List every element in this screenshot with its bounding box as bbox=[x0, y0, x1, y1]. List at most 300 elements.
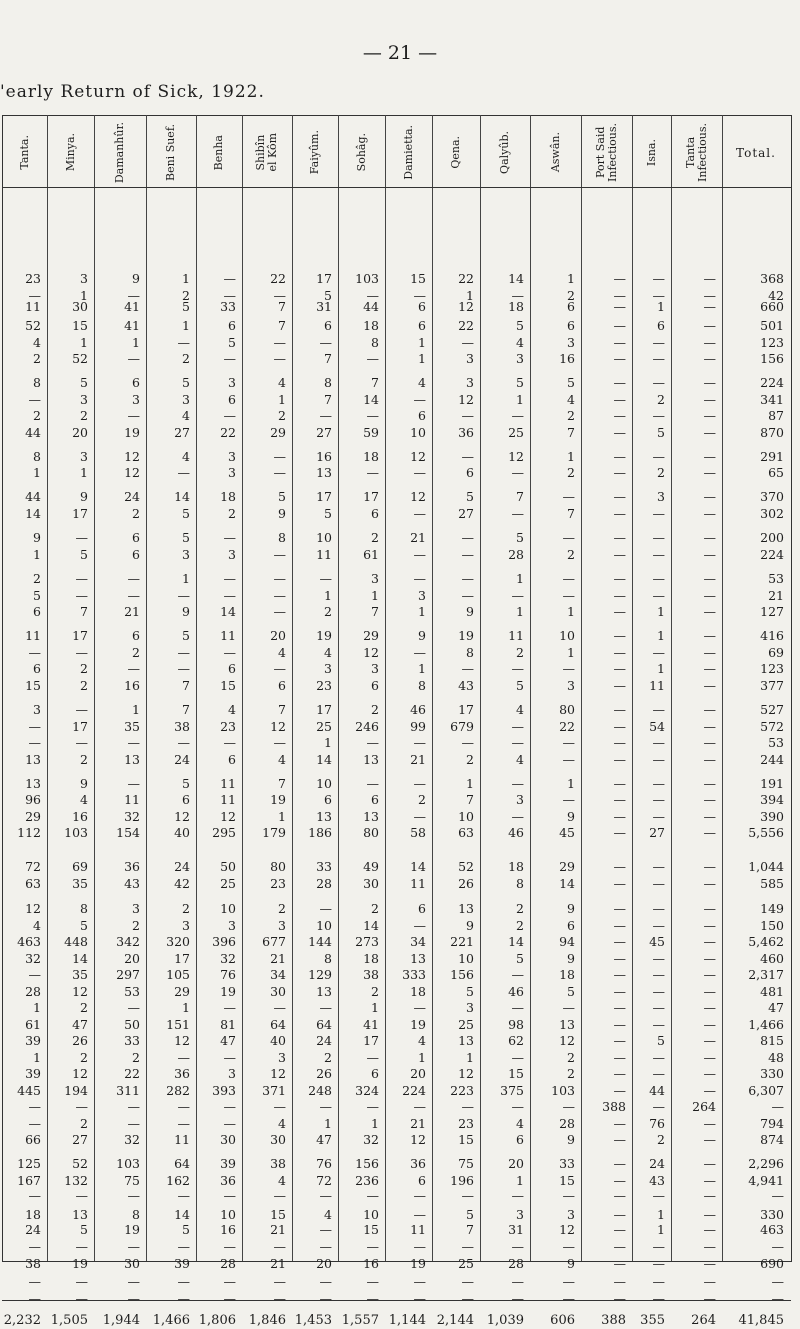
table-cell: — bbox=[703, 408, 716, 423]
table-cell: 20 bbox=[316, 1256, 332, 1271]
table-cell: 96 bbox=[25, 792, 41, 807]
table-cell: — bbox=[273, 449, 286, 464]
table-row bbox=[0, 409, 800, 423]
table-cell: — bbox=[703, 288, 716, 303]
table-cell: — bbox=[461, 547, 474, 562]
table-cell: 2 bbox=[516, 901, 524, 916]
total-cell: 1,505 bbox=[50, 1313, 88, 1328]
table-cell: 10 bbox=[458, 809, 474, 824]
table-cell: — bbox=[652, 967, 665, 982]
table-row bbox=[0, 1034, 800, 1048]
table-cell: 3 bbox=[278, 918, 286, 933]
table-cell: 342 bbox=[116, 934, 140, 949]
table-cell: 22 bbox=[124, 1066, 140, 1081]
table-cell: 5 bbox=[466, 984, 474, 999]
table-cell: 33 bbox=[316, 859, 332, 874]
table-cell: 33 bbox=[559, 1156, 575, 1171]
table-cell: 9 bbox=[418, 628, 426, 643]
table-cell: 2 bbox=[278, 901, 286, 916]
table-row bbox=[0, 336, 800, 350]
table-cell: — bbox=[703, 1274, 716, 1289]
table-cell: 28 bbox=[220, 1256, 236, 1271]
table-cell: — bbox=[652, 792, 665, 807]
table-cell: — bbox=[562, 752, 575, 767]
table-cell: 6 bbox=[228, 661, 236, 676]
table-cell: 5 bbox=[182, 506, 190, 521]
table-cell: — bbox=[366, 465, 379, 480]
table-cell: 103 bbox=[64, 825, 88, 840]
table-cell: 19 bbox=[220, 984, 236, 999]
table-cell: — bbox=[273, 735, 286, 750]
table-cell: 41 bbox=[124, 318, 140, 333]
table-cell: — bbox=[703, 735, 716, 750]
table-cell: 52 bbox=[72, 1156, 88, 1171]
table-cell: 1 bbox=[182, 318, 190, 333]
total-cell: 1,039 bbox=[486, 1313, 524, 1328]
table-cell: — bbox=[75, 571, 88, 586]
table-cell: 481 bbox=[760, 984, 784, 999]
table-cell: 7 bbox=[466, 792, 474, 807]
table-cell: 32 bbox=[124, 1132, 140, 1147]
table-cell: — bbox=[366, 1050, 379, 1065]
table-cell: — bbox=[613, 678, 626, 693]
table-row bbox=[0, 1223, 800, 1237]
table-cell: 4 bbox=[278, 1173, 286, 1188]
table-cell: — bbox=[75, 702, 88, 717]
table-cell: 9 bbox=[567, 809, 575, 824]
table-cell: 2 bbox=[567, 465, 575, 480]
table-cell: 38 bbox=[174, 719, 190, 734]
table-cell: — bbox=[703, 1132, 716, 1147]
table-cell: — bbox=[127, 776, 140, 791]
table-row bbox=[0, 319, 800, 333]
table-cell: 6 bbox=[324, 792, 332, 807]
table-cell: — bbox=[461, 571, 474, 586]
table-cell: — bbox=[703, 951, 716, 966]
table-cell: 4,941 bbox=[748, 1173, 784, 1188]
table-cell: — bbox=[652, 752, 665, 767]
table-cell: — bbox=[703, 449, 716, 464]
table-cell: — bbox=[177, 1239, 190, 1254]
table-cell: 11 bbox=[25, 628, 41, 643]
table-cell: — bbox=[562, 1239, 575, 1254]
column-divider bbox=[530, 115, 531, 1261]
table-cell: 7 bbox=[278, 776, 286, 791]
table-cell: 6 bbox=[418, 901, 426, 916]
column-divider bbox=[722, 115, 723, 1261]
table-cell: — bbox=[511, 1239, 524, 1254]
table-cell: 53 bbox=[768, 735, 784, 750]
table-cell: — bbox=[127, 1188, 140, 1203]
table-cell: 15 bbox=[458, 1132, 474, 1147]
table-cell: — bbox=[613, 702, 626, 717]
table-cell: — bbox=[613, 1066, 626, 1081]
table-cell: 12 bbox=[270, 1066, 286, 1081]
table-cell: 30 bbox=[72, 299, 88, 314]
table-cell: 527 bbox=[760, 702, 784, 717]
table-row bbox=[0, 531, 800, 545]
table-cell: 16 bbox=[124, 678, 140, 693]
table-cell: 16 bbox=[559, 351, 575, 366]
table-cell: — bbox=[223, 1291, 236, 1306]
table-cell: 9 bbox=[466, 604, 474, 619]
table-cell: — bbox=[613, 1222, 626, 1237]
table-cell: 162 bbox=[166, 1173, 190, 1188]
table-cell: — bbox=[223, 1188, 236, 1203]
table-cell: 20 bbox=[124, 951, 140, 966]
table-cell: 10 bbox=[559, 628, 575, 643]
table-cell: 5 bbox=[516, 318, 524, 333]
table-cell: 23 bbox=[220, 719, 236, 734]
table-cell: 1 bbox=[516, 1173, 524, 1188]
table-cell: — bbox=[703, 271, 716, 286]
table-cell: — bbox=[613, 1274, 626, 1289]
table-cell: 5 bbox=[567, 984, 575, 999]
table-cell: 2,296 bbox=[748, 1156, 784, 1171]
table-cell: — bbox=[127, 408, 140, 423]
table-cell: 7 bbox=[371, 604, 379, 619]
table-cell: — bbox=[771, 1291, 784, 1306]
total-cell: 264 bbox=[691, 1313, 716, 1328]
table-cell: 6 bbox=[371, 678, 379, 693]
table-cell: 32 bbox=[25, 951, 41, 966]
table-cell: 6 bbox=[132, 628, 140, 643]
table-cell: 21 bbox=[410, 530, 426, 545]
table-cell: 5,556 bbox=[748, 825, 784, 840]
table-cell: — bbox=[461, 1188, 474, 1203]
page-number: — 21 — bbox=[362, 42, 438, 64]
table-cell: 112 bbox=[17, 825, 41, 840]
table-row bbox=[0, 393, 800, 407]
table-cell: 29 bbox=[270, 425, 286, 440]
table-cell: 19 bbox=[410, 1256, 426, 1271]
table-cell: — bbox=[562, 1188, 575, 1203]
column-divider bbox=[242, 115, 243, 1261]
table-cell: 43 bbox=[458, 678, 474, 693]
table-row bbox=[0, 1174, 800, 1188]
column-header-label: Qalyûb. bbox=[498, 131, 511, 174]
table-cell: 6 bbox=[418, 318, 426, 333]
table-cell: — bbox=[75, 1188, 88, 1203]
table-cell: — bbox=[28, 1099, 41, 1114]
table-cell: — bbox=[562, 661, 575, 676]
table-cell: 18 bbox=[363, 449, 379, 464]
table-cell: — bbox=[319, 408, 332, 423]
table-cell: 4 bbox=[418, 1033, 426, 1048]
table-cell: 5 bbox=[516, 951, 524, 966]
table-cell: — bbox=[613, 530, 626, 545]
table-cell: 375 bbox=[500, 1083, 524, 1098]
table-cell: 14 bbox=[508, 271, 524, 286]
table-cell: — bbox=[652, 901, 665, 916]
table-cell: 4 bbox=[324, 645, 332, 660]
table-cell: 5 bbox=[33, 588, 41, 603]
table-cell: 7 bbox=[324, 351, 332, 366]
table-cell: 18 bbox=[508, 299, 524, 314]
table-cell: — bbox=[652, 951, 665, 966]
table-cell: 10 bbox=[316, 776, 332, 791]
table-cell: 105 bbox=[166, 967, 190, 982]
table-cell: 1 bbox=[132, 702, 140, 717]
table-cell: — bbox=[413, 1207, 426, 1222]
table-cell: 244 bbox=[760, 752, 784, 767]
table-cell: 273 bbox=[355, 934, 379, 949]
column-header-label: Damietta. bbox=[401, 125, 415, 180]
table-cell: — bbox=[703, 1239, 716, 1254]
table-cell: — bbox=[703, 392, 716, 407]
table-row bbox=[0, 968, 800, 982]
table-cell: 9 bbox=[33, 530, 41, 545]
table-cell: — bbox=[703, 661, 716, 676]
table-cell: 6 bbox=[567, 918, 575, 933]
table-cell: — bbox=[75, 1239, 88, 1254]
table-cell: 1 bbox=[418, 1050, 426, 1065]
table-cell: 4 bbox=[182, 449, 190, 464]
table-cell: — bbox=[652, 530, 665, 545]
table-cell: 2 bbox=[132, 645, 140, 660]
table-cell: 29 bbox=[174, 984, 190, 999]
table-cell: 377 bbox=[760, 678, 784, 693]
table-cell: — bbox=[273, 588, 286, 603]
table-cell: — bbox=[613, 628, 626, 643]
table-cell: — bbox=[28, 645, 41, 660]
table-cell: — bbox=[703, 425, 716, 440]
table-cell: 7 bbox=[278, 318, 286, 333]
table-cell: — bbox=[771, 1274, 784, 1289]
table-cell: 5 bbox=[80, 375, 88, 390]
table-cell: 15 bbox=[270, 1207, 286, 1222]
table-cell: 22 bbox=[220, 425, 236, 440]
table-cell: — bbox=[366, 408, 379, 423]
table-cell: 98 bbox=[508, 1017, 524, 1032]
table-cell: 394 bbox=[760, 792, 784, 807]
table-cell: 24 bbox=[649, 1156, 665, 1171]
table-cell: 2 bbox=[80, 661, 88, 676]
table-cell: — bbox=[613, 825, 626, 840]
table-cell: 58 bbox=[410, 825, 426, 840]
table-cell: 9 bbox=[567, 1256, 575, 1271]
table-cell: — bbox=[413, 645, 426, 660]
table-cell: 45 bbox=[649, 934, 665, 949]
table-cell: — bbox=[562, 1274, 575, 1289]
table-cell: — bbox=[613, 1188, 626, 1203]
table-cell: 15 bbox=[25, 678, 41, 693]
table-cell: 32 bbox=[124, 809, 140, 824]
column-header bbox=[47, 120, 94, 185]
table-cell: 47 bbox=[220, 1033, 236, 1048]
table-cell: 36 bbox=[458, 425, 474, 440]
total-cell: 1,944 bbox=[102, 1313, 140, 1328]
table-cell: 44 bbox=[649, 1083, 665, 1098]
table-cell: 3 bbox=[182, 918, 190, 933]
column-header bbox=[242, 120, 292, 185]
table-cell: — bbox=[511, 1188, 524, 1203]
table-row bbox=[0, 605, 800, 619]
table-cell: — bbox=[273, 571, 286, 586]
table-cell: 690 bbox=[760, 1256, 784, 1271]
table-cell: — bbox=[319, 571, 332, 586]
table-cell: 3 bbox=[324, 661, 332, 676]
table-cell: 6 bbox=[182, 792, 190, 807]
table-cell: 302 bbox=[760, 506, 784, 521]
table-cell: 874 bbox=[760, 1132, 784, 1147]
column-header-label: Tanta. bbox=[17, 135, 31, 170]
table-cell: 25 bbox=[508, 425, 524, 440]
table-cell: 6 bbox=[228, 752, 236, 767]
table-cell: 65 bbox=[768, 465, 784, 480]
table-cell: 8 bbox=[278, 530, 286, 545]
table-cell: — bbox=[562, 489, 575, 504]
table-cell: 17 bbox=[72, 719, 88, 734]
table-cell: 2 bbox=[33, 351, 41, 366]
table-cell: 6,307 bbox=[748, 1083, 784, 1098]
table-cell: 33 bbox=[124, 1033, 140, 1048]
table-row bbox=[0, 548, 800, 562]
table-cell: — bbox=[703, 1017, 716, 1032]
table-cell: 5 bbox=[182, 530, 190, 545]
table-cell: — bbox=[703, 465, 716, 480]
table-cell: — bbox=[562, 571, 575, 586]
table-cell: 34 bbox=[410, 934, 426, 949]
table-cell: 39 bbox=[25, 1033, 41, 1048]
table-cell: — bbox=[613, 1239, 626, 1254]
table-cell: 44 bbox=[25, 489, 41, 504]
table-cell: — bbox=[511, 588, 524, 603]
table-cell: 20 bbox=[72, 425, 88, 440]
table-cell: 371 bbox=[262, 1083, 286, 1098]
table-cell: 7 bbox=[371, 375, 379, 390]
table-cell: — bbox=[127, 1116, 140, 1131]
table-cell: 35 bbox=[72, 967, 88, 982]
table-cell: 4 bbox=[33, 335, 41, 350]
table-cell: — bbox=[652, 1239, 665, 1254]
table-cell: — bbox=[562, 1099, 575, 1114]
table-cell: 46 bbox=[410, 702, 426, 717]
table-cell: — bbox=[273, 1274, 286, 1289]
table-cell: 3 bbox=[228, 547, 236, 562]
table-cell: 2 bbox=[418, 792, 426, 807]
table-cell: — bbox=[652, 859, 665, 874]
table-cell: — bbox=[703, 604, 716, 619]
table-cell: — bbox=[652, 351, 665, 366]
column-header-label: Isna. bbox=[644, 138, 658, 167]
table-cell: 12 bbox=[363, 645, 379, 660]
table-cell: 6 bbox=[567, 299, 575, 314]
table-cell: 6 bbox=[33, 604, 41, 619]
table-cell: 501 bbox=[760, 318, 784, 333]
table-cell: 9 bbox=[182, 604, 190, 619]
table-row bbox=[0, 1051, 800, 1065]
table-cell: 17 bbox=[316, 271, 332, 286]
table-cell: 1 bbox=[80, 288, 88, 303]
table-cell: 11 bbox=[410, 876, 426, 891]
table-cell: 6 bbox=[132, 530, 140, 545]
table-cell: 15 bbox=[220, 678, 236, 693]
table-cell: 585 bbox=[760, 876, 784, 891]
table-cell: 1 bbox=[466, 1050, 474, 1065]
table-cell: 7 bbox=[567, 506, 575, 521]
table-cell: 3 bbox=[278, 1050, 286, 1065]
table-cell: 132 bbox=[64, 1173, 88, 1188]
table-cell: 224 bbox=[760, 375, 784, 390]
table-cell: — bbox=[461, 408, 474, 423]
table-cell: — bbox=[703, 918, 716, 933]
table-cell: 20 bbox=[508, 1156, 524, 1171]
table-cell: — bbox=[319, 335, 332, 350]
table-cell: 1 bbox=[657, 1207, 665, 1222]
table-cell: 76 bbox=[649, 1116, 665, 1131]
table-cell: — bbox=[273, 288, 286, 303]
table-cell: — bbox=[413, 392, 426, 407]
table-cell: 75 bbox=[124, 1173, 140, 1188]
table-cell: — bbox=[177, 588, 190, 603]
table-cell: 4 bbox=[228, 702, 236, 717]
table-cell: 1 bbox=[371, 1116, 379, 1131]
table-cell: — bbox=[177, 1099, 190, 1114]
table-cell: 24 bbox=[124, 489, 140, 504]
table-cell: 29 bbox=[559, 859, 575, 874]
table-cell: — bbox=[366, 1274, 379, 1289]
table-cell: — bbox=[613, 571, 626, 586]
column-header-label: Sohâg. bbox=[354, 133, 368, 172]
table-row bbox=[0, 952, 800, 966]
table-cell: — bbox=[613, 318, 626, 333]
table-cell: — bbox=[461, 1274, 474, 1289]
table-cell: 52 bbox=[72, 351, 88, 366]
table-cell: 14 bbox=[220, 604, 236, 619]
table-cell: — bbox=[652, 984, 665, 999]
table-cell: 23 bbox=[316, 678, 332, 693]
table-cell: 223 bbox=[450, 1083, 474, 1098]
table-cell: 6 bbox=[228, 318, 236, 333]
table-cell: 50 bbox=[220, 859, 236, 874]
table-cell: — bbox=[613, 408, 626, 423]
table-cell: 2,317 bbox=[748, 967, 784, 982]
total-cell: 41,845 bbox=[738, 1313, 784, 1328]
table-row bbox=[0, 662, 800, 676]
table-cell: — bbox=[319, 1000, 332, 1015]
table-cell: 41 bbox=[363, 1017, 379, 1032]
table-cell: 27 bbox=[649, 825, 665, 840]
table-cell: 1 bbox=[324, 1116, 332, 1131]
table-cell: 9 bbox=[132, 271, 140, 286]
table-cell: 8 bbox=[466, 645, 474, 660]
table-row bbox=[0, 826, 800, 840]
table-cell: — bbox=[652, 702, 665, 717]
table-cell: 14 bbox=[363, 392, 379, 407]
table-cell: 3 bbox=[516, 792, 524, 807]
table-cell: 125 bbox=[17, 1156, 41, 1171]
table-cell: — bbox=[703, 1173, 716, 1188]
table-row bbox=[0, 1018, 800, 1032]
table-cell: — bbox=[652, 1099, 665, 1114]
column-header-label: Qena. bbox=[449, 136, 462, 169]
table-cell: — bbox=[703, 776, 716, 791]
table-cell: 660 bbox=[760, 299, 784, 314]
table-row bbox=[0, 1157, 800, 1171]
table-cell: — bbox=[703, 792, 716, 807]
table-cell: — bbox=[703, 1291, 716, 1306]
table-cell: 40 bbox=[174, 825, 190, 840]
column-header-label: Minya. bbox=[63, 133, 77, 172]
table-cell: 14 bbox=[174, 489, 190, 504]
table-cell: 24 bbox=[25, 1222, 41, 1237]
table-cell: 7 bbox=[466, 1222, 474, 1237]
column-header-label: Faiyûm. bbox=[308, 130, 321, 175]
table-cell: 32 bbox=[363, 1132, 379, 1147]
table-cell: 17 bbox=[174, 951, 190, 966]
table-cell: — bbox=[613, 719, 626, 734]
